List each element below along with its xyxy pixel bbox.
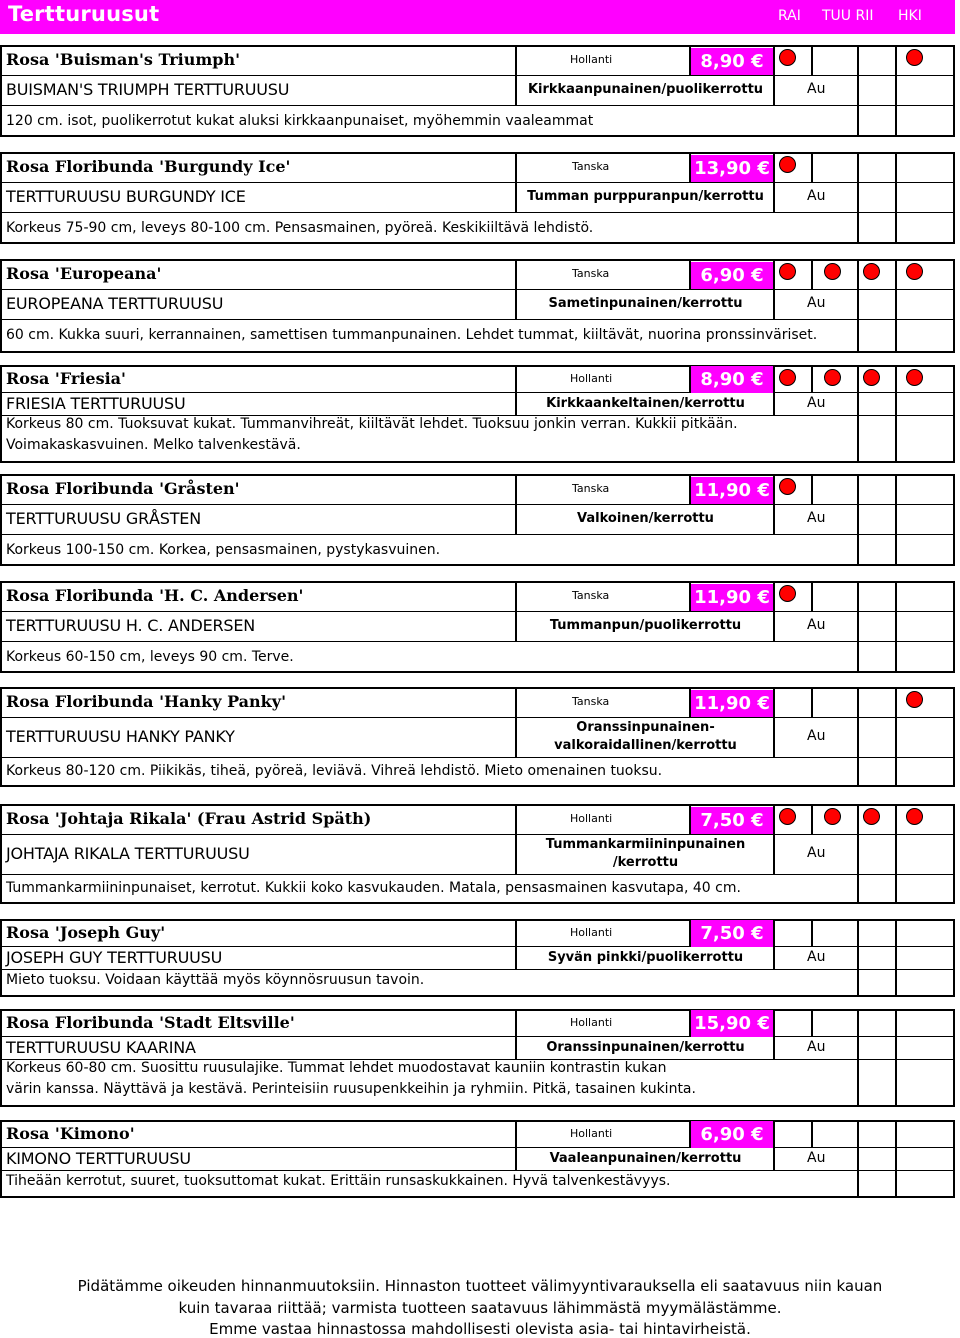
product-entry <box>0 152 955 242</box>
origin-country: Hollanti <box>570 812 613 825</box>
grid-line <box>811 1009 813 1036</box>
grid-line <box>857 1009 859 1105</box>
stock-dot-icon <box>779 369 796 386</box>
flower-color: Vaaleanpunainen/kerrottu <box>549 1150 742 1166</box>
grid-line <box>811 259 813 289</box>
stock-dot-icon <box>906 808 923 825</box>
grid-line <box>895 581 897 671</box>
description-line: Tiheään kerrotut, suuret, tuoksuttomat kukat. Erittäin runsaskukkainen. Hyvä talvenkestävyys. <box>6 1173 671 1189</box>
origin-country: Hollanti <box>570 1126 613 1140</box>
flower-color-line: valkoraidallinen/kerrottu <box>554 738 737 753</box>
product-name-upper: TERTTURUUSU BURGUNDY ICE <box>6 187 246 206</box>
price-tag: 7,50 € <box>691 920 773 947</box>
grid-line <box>811 474 813 504</box>
disclaimer <box>0 1276 960 1338</box>
grid-line <box>953 919 955 995</box>
product-description <box>6 878 741 899</box>
stock-dot-icon <box>779 156 796 173</box>
flower-color-line: /kerrottu <box>612 855 679 870</box>
origin-country: Hollanti <box>570 925 613 939</box>
grid-line <box>857 365 859 461</box>
grid-line <box>0 534 955 535</box>
product-name: Rosa 'Friesia' <box>6 368 126 388</box>
availability: Au <box>807 1149 826 1166</box>
grid-line <box>895 259 897 351</box>
product-entry <box>0 1120 955 1196</box>
grid-line <box>515 804 517 874</box>
grid-line <box>0 474 2 564</box>
product-entry <box>0 581 955 671</box>
stock-dot-icon <box>906 691 923 708</box>
origin-country: Tanska <box>572 482 610 495</box>
stock-dot-icon <box>779 49 796 66</box>
grid-line <box>0 351 955 353</box>
product-name-upper: JOHTAJA RIKALA TERTTURUUSU <box>6 844 250 863</box>
stock-dot-icon <box>824 263 841 280</box>
product-name: Rosa Floribunda 'Burgundy Ice' <box>6 157 291 176</box>
grid-line <box>811 581 813 611</box>
product-description <box>6 218 593 239</box>
grid-line <box>515 1120 517 1170</box>
grid-line <box>0 319 955 320</box>
product-entry <box>0 1009 955 1105</box>
product-name-upper: KIMONO TERTTURUUSU <box>6 1148 191 1168</box>
grid-line <box>0 1009 2 1105</box>
stock-dot-icon <box>779 478 796 495</box>
grid-line <box>811 45 813 75</box>
grid-line <box>953 687 955 785</box>
grid-line <box>857 804 859 902</box>
product-name: Rosa 'Kimono' <box>6 1123 135 1143</box>
product-description <box>6 1171 670 1192</box>
grid-line <box>773 1009 775 1059</box>
product-name-upper: TERTTURUUSU HANKY PANKY <box>6 727 235 746</box>
grid-line <box>0 1105 955 1107</box>
flower-color-line: Oranssinpunainen- <box>576 720 715 735</box>
grid-line <box>0 135 955 137</box>
grid-line <box>0 804 2 902</box>
grid-line <box>773 687 775 757</box>
grid-line <box>0 152 2 242</box>
product-name-upper: BUISMAN'S TRIUMPH TERTTURUUSU <box>6 80 290 99</box>
grid-line <box>0 212 955 213</box>
grid-line <box>857 45 859 135</box>
grid-line <box>0 671 955 673</box>
price-tag: 8,90 € <box>691 48 773 75</box>
grid-line <box>515 919 517 969</box>
product-name-upper: TERTTURUUSU GRÅSTEN <box>6 509 201 528</box>
disclaimer-line: kuin tavaraa riittää; varmista tuotteen saatavuus lähimmästä myymälästämme. <box>178 1298 782 1317</box>
product-name: Rosa Floribunda 'Gråsten' <box>6 479 240 498</box>
grid-line <box>0 182 955 183</box>
grid-line <box>773 259 775 319</box>
origin-country: Tanska <box>572 160 610 173</box>
description-line: Korkeus 60-80 cm. Suosittu ruusulajike. Tummat lehdet muodostavat kauniin kontrastin kukan <box>6 1060 667 1076</box>
description-line: Tummankarmiininpunaiset, kerrotut. Kukkii koko kasvukauden. Matala, pensasmainen kasvutapa, 40 cm. <box>6 880 741 896</box>
product-description <box>6 540 440 561</box>
stock-dot-icon <box>906 49 923 66</box>
product-name: Rosa 'Joseph Guy' <box>6 922 166 942</box>
product-name: Rosa 'Europeana' <box>6 264 162 283</box>
product-description <box>6 647 294 668</box>
stock-dot-icon <box>863 369 880 386</box>
description-line: Korkeus 100-150 cm. Korkea, pensasmainen, pystykasvuinen. <box>6 542 441 558</box>
grid-line <box>0 75 955 76</box>
grid-line <box>953 1120 955 1196</box>
column-hki: HKI <box>898 8 922 24</box>
product-description <box>6 761 662 782</box>
grid-line <box>953 581 955 671</box>
description-line: värin kanssa. Näyttävä ja kestävä. Perinteisiin ruusupenkkeihin ja ryhmiin. Pitkä, tasainen kukinta. <box>6 1081 696 1097</box>
grid-line <box>0 785 955 787</box>
product-entry <box>0 804 955 902</box>
grid-line <box>0 259 2 351</box>
grid-line <box>773 45 775 105</box>
grid-line <box>953 45 955 135</box>
page-title: Tertturuusut <box>8 2 160 26</box>
product-name-upper: TERTTURUUSU KAARINA <box>6 1037 196 1057</box>
price-tag: 6,90 € <box>691 262 773 289</box>
availability: Au <box>807 81 826 97</box>
grid-line <box>0 611 955 612</box>
grid-line <box>515 259 517 319</box>
availability: Au <box>807 1038 826 1055</box>
product-name: Rosa Floribunda 'Stadt Eltsville' <box>6 1012 295 1032</box>
price-tag: 7,50 € <box>691 807 773 834</box>
availability: Au <box>807 617 826 633</box>
stock-dot-icon <box>824 369 841 386</box>
availability: Au <box>807 948 826 965</box>
price-tag: 13,90 € <box>691 155 773 182</box>
grid-line <box>773 152 775 212</box>
stock-dot-icon <box>779 585 796 602</box>
grid-line <box>895 804 897 902</box>
flower-color: Kirkkaanpunainen/puolikerrottu <box>527 82 764 97</box>
product-name: Rosa 'Buisman's Triumph' <box>6 50 240 69</box>
grid-line <box>811 1120 813 1147</box>
stock-dot-icon <box>906 369 923 386</box>
product-name-upper: TERTTURUUSU H. C. ANDERSEN <box>6 616 256 635</box>
grid-line <box>895 1120 897 1196</box>
flower-color: Tumman purppuranpun/kerrottu <box>527 189 764 204</box>
product-description <box>6 325 817 346</box>
grid-line <box>811 804 813 834</box>
product-name: Rosa 'Johtaja Rikala' (Frau Astrid Späth) <box>6 809 372 828</box>
flower-color <box>518 836 773 872</box>
stock-dot-icon <box>779 263 796 280</box>
grid-line <box>773 1120 775 1170</box>
grid-line <box>0 504 955 505</box>
grid-line <box>811 365 813 392</box>
product-description <box>6 111 593 132</box>
flower-color: Valkoinen/kerrottu <box>577 511 714 526</box>
grid-line <box>857 259 859 351</box>
grid-line <box>773 365 775 415</box>
flower-color: Syvän pinkki/puolikerrottu <box>547 949 744 965</box>
availability: Au <box>807 510 826 526</box>
availability: Au <box>807 295 826 311</box>
grid-line <box>773 804 775 874</box>
grid-line <box>515 687 517 757</box>
product-name-upper: EUROPEANA TERTTURUUSU <box>6 294 224 313</box>
disclaimer-line: Pidätämme oikeuden hinnanmuutoksiin. Hinnaston tuotteet välimyyntivarauksella eli saatavuus niin kauan <box>77 1277 883 1295</box>
description-line: 60 cm. Kukka suuri, kerrannainen, samettisen tummanpunainen. Lehdet tummat, kiiltävät, nuorina pronssinväriset. <box>6 327 818 343</box>
grid-line <box>857 919 859 995</box>
grid-line <box>773 474 775 534</box>
grid-line <box>0 919 2 995</box>
origin-country: Hollanti <box>570 371 613 385</box>
grid-line <box>0 1120 2 1196</box>
availability: Au <box>807 728 826 744</box>
product-description <box>6 970 424 991</box>
grid-line <box>811 152 813 182</box>
grid-line <box>0 874 955 875</box>
grid-line <box>811 687 813 717</box>
grid-line <box>895 474 897 564</box>
product-entry <box>0 259 955 351</box>
column-rai: RAI <box>778 8 801 24</box>
grid-line <box>515 1009 517 1059</box>
product-name-upper: FRIESIA TERTTURUUSU <box>6 393 186 413</box>
flower-color: Kirkkaankeltainen/kerrottu <box>546 395 745 411</box>
grid-line <box>515 581 517 641</box>
grid-line <box>857 581 859 671</box>
grid-line <box>0 834 955 835</box>
grid-line <box>953 365 955 461</box>
product-entry <box>0 919 955 995</box>
grid-line <box>0 687 2 785</box>
grid-line <box>857 687 859 785</box>
description-line: Korkeus 60-150 cm, leveys 90 cm. Terve. <box>6 649 294 665</box>
grid-line <box>0 581 2 671</box>
price-tag: 11,90 € <box>691 584 773 611</box>
availability: Au <box>807 394 826 411</box>
grid-line <box>0 105 955 106</box>
grid-line <box>0 365 2 461</box>
grid-line <box>811 919 813 946</box>
grid-line <box>0 902 955 904</box>
description-line: 120 cm. isot, puolikerrotut kukat aluksi kirkkaanpunaiset, myöhemmin vaaleammat <box>6 113 594 129</box>
grid-line <box>0 564 955 566</box>
grid-line <box>857 152 859 242</box>
grid-line <box>0 289 955 290</box>
grid-line <box>773 581 775 641</box>
page-header <box>0 0 955 34</box>
product-entry <box>0 687 955 785</box>
description-line: Korkeus 80 cm. Tuoksuvat kukat. Tummanvihreät, kiiltävät lehdet. Tuoksuu jonkin verran. Kukkii pitkään. <box>6 416 738 432</box>
price-tag: 11,90 € <box>691 477 773 504</box>
stock-dot-icon <box>863 808 880 825</box>
grid-line <box>953 1009 955 1105</box>
origin-country: Hollanti <box>570 1015 613 1029</box>
description-line: Mieto tuoksu. Voidaan käyttää myös köynnösruusun tavoin. <box>6 972 425 988</box>
description-line: Korkeus 75-90 cm, leveys 80-100 cm. Pensasmainen, pyöreä. Keskikiiltävä lehdistö. <box>6 220 594 236</box>
availability: Au <box>807 845 826 861</box>
price-tag: 15,90 € <box>691 1010 773 1037</box>
grid-line <box>895 687 897 785</box>
grid-line <box>953 474 955 564</box>
origin-country: Tanska <box>572 695 610 708</box>
price-tag: 6,90 € <box>691 1121 773 1148</box>
product-name: Rosa Floribunda 'H. C. Andersen' <box>6 586 304 605</box>
grid-line <box>953 804 955 902</box>
flower-color <box>518 719 773 755</box>
grid-line <box>0 1196 955 1198</box>
product-entry <box>0 365 955 461</box>
product-name: Rosa Floribunda 'Hanky Panky' <box>6 692 286 711</box>
origin-country: Tanska <box>572 267 610 280</box>
grid-line <box>895 152 897 242</box>
product-description <box>6 1058 696 1100</box>
grid-line <box>0 717 955 718</box>
grid-line <box>857 474 859 564</box>
grid-line <box>515 365 517 415</box>
flower-color: Tummanpun/puolikerrottu <box>549 618 742 633</box>
grid-line <box>515 152 517 212</box>
grid-line <box>515 474 517 534</box>
grid-line <box>895 1009 897 1105</box>
price-tag: 11,90 € <box>691 690 773 717</box>
product-name-upper: JOSEPH GUY TERTTURUUSU <box>6 947 223 967</box>
grid-line <box>773 919 775 969</box>
grid-line <box>0 461 955 463</box>
grid-line <box>857 1120 859 1196</box>
flower-color: Oranssinpunainen/kerrottu <box>546 1039 745 1055</box>
price-tag: 8,90 € <box>691 366 773 393</box>
column-tuu-rii: TUU RII <box>822 8 874 24</box>
grid-line <box>895 365 897 461</box>
grid-line <box>953 152 955 242</box>
description-line: Voimakaskasvuinen. Melko talvenkestävä. <box>6 437 301 453</box>
product-entry <box>0 474 955 564</box>
availability: Au <box>807 188 826 204</box>
disclaimer-line: Emme vastaa hinnastossa mahdollisesti olevista asia- tai hintavirheistä. <box>209 1320 751 1338</box>
stock-dot-icon <box>906 263 923 280</box>
grid-line <box>895 919 897 995</box>
stock-dot-icon <box>824 808 841 825</box>
grid-line <box>515 45 517 105</box>
grid-line <box>0 641 955 642</box>
grid-line <box>0 995 955 997</box>
grid-line <box>0 242 955 244</box>
origin-country: Hollanti <box>570 53 613 66</box>
flower-color-line: Tummankarmiininpunainen <box>545 837 746 852</box>
description-line: Korkeus 80-120 cm. Piikikäs, tiheä, pyöreä, leviävä. Vihreä lehdistö. Mieto omenainen tuoksu. <box>6 763 663 779</box>
origin-country: Tanska <box>572 589 610 602</box>
product-entry <box>0 45 955 135</box>
product-description <box>6 414 738 456</box>
flower-color: Sametinpunainen/kerrottu <box>548 296 743 311</box>
grid-line <box>953 259 955 351</box>
stock-dot-icon <box>863 263 880 280</box>
grid-line <box>0 45 2 135</box>
stock-dot-icon <box>779 808 796 825</box>
grid-line <box>895 45 897 135</box>
grid-line <box>0 757 955 758</box>
